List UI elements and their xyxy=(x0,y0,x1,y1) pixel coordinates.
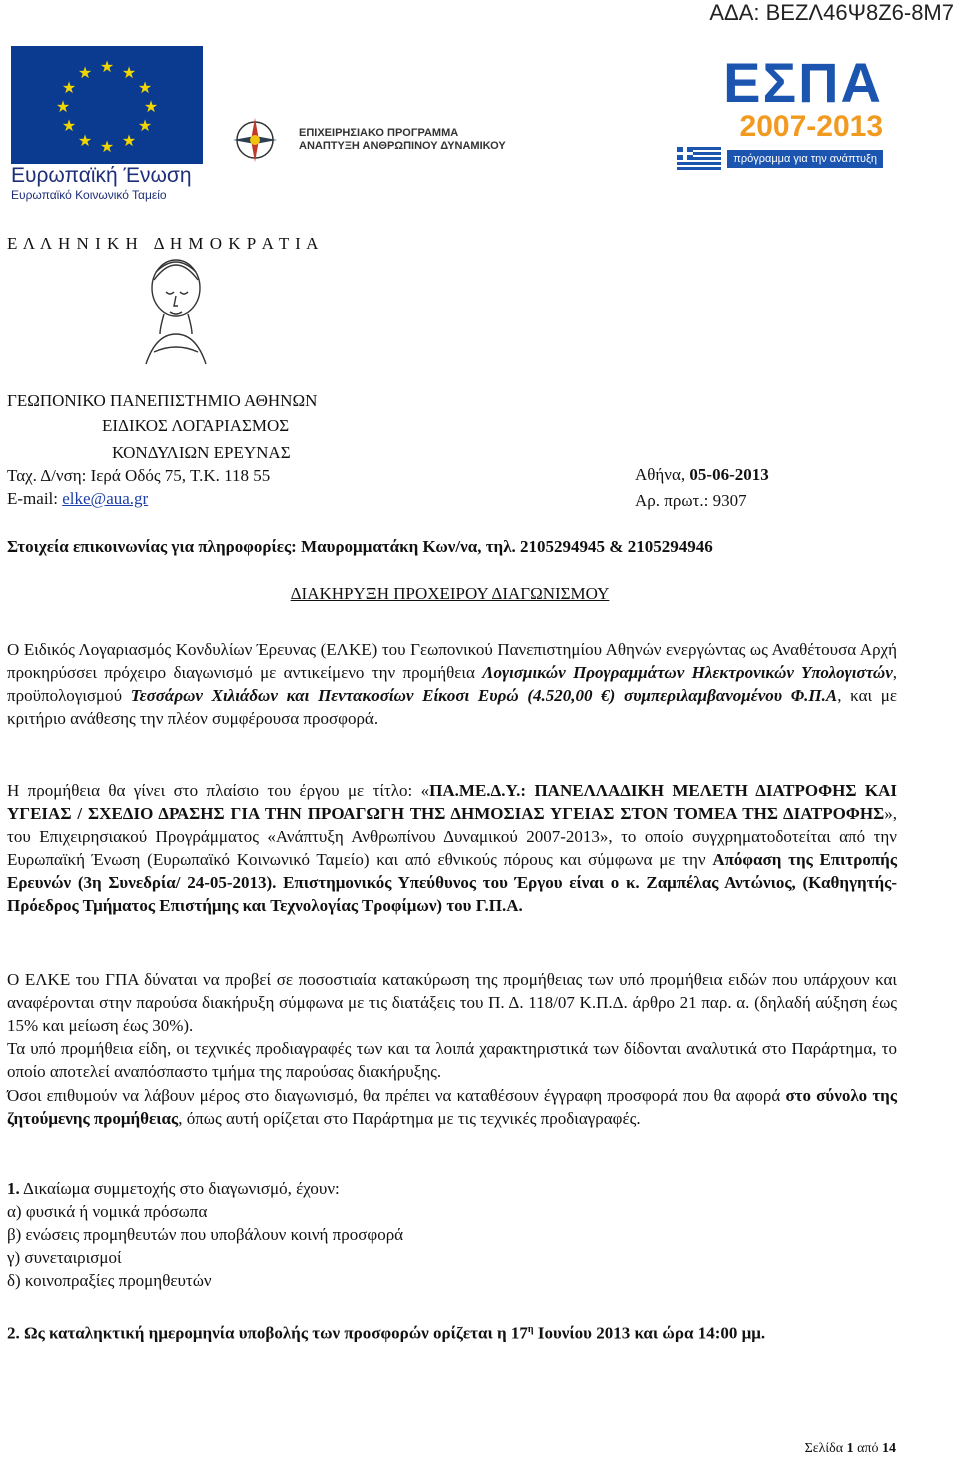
eu-logo-text: Ευρωπαϊκή Ένωση xyxy=(11,164,192,187)
svg-text:★: ★ xyxy=(137,78,153,97)
section-1-title: Δικαίωμα συμμετοχής στο διαγωνισμό, έχουν: xyxy=(19,1179,340,1198)
p2-text-a: Η προμήθεια θα γίνει στο πλαίσιο του έργου με τίτλο: « xyxy=(7,781,430,800)
date-line xyxy=(635,463,769,486)
list-item: β) ενώσεις προμηθευτών που υποβάλουν κοινή προσφορά xyxy=(7,1225,404,1244)
section-2 xyxy=(7,1318,897,1345)
date-label: Αθήνα, xyxy=(635,465,690,484)
list-item: δ) κοινοπραξίες προμηθευτών xyxy=(7,1271,212,1290)
p1-subject: Λογισμικών Προγραμμάτων Ηλεκτρονικών Υπολογιστών xyxy=(482,663,893,682)
university-emblem-icon xyxy=(130,252,222,371)
p1-text-c: , προϋπολογισμού xyxy=(7,663,898,705)
p2-project-title: ΠΑ.ΜΕ.Δ.Υ.: ΠΑΝΕΛΛΑΔΙΚΗ ΜΕΛΕΤΗ ΔΙΑΤΡΟΦΗΣ ΚΑΙ ΥΓΕΙΑΣ / ΣΧΕΔΙΟ ΔΡΑΣΗΣ ΓΙΑ ΤΗΝ ΠΡΟΑΓΩΓΗ ΤΗΣ ΔΗΜΟΣΙΑΣ ΥΓΕΙΑΣ ΣΤΟΝ ΤΟΜΕΑ ΤΗΣ ΔΙΑΤΡΟΦΗΣ xyxy=(7,781,897,823)
protocol-value: 9307 xyxy=(712,491,747,510)
section-2-text-b: Ιουνίου 2013 και ώρα 14:00 μμ. xyxy=(533,1323,766,1343)
footer-page-label: Σελίδα xyxy=(804,1441,847,1456)
ada-code: ΑΔΑ: ΒΕΖΛ46Ψ8Ζ6-8Μ7 xyxy=(709,0,954,25)
paragraph-3: Ο ΕΛΚΕ του ΓΠΑ δύναται να προβεί σε ποσοστιαία κατακύρωση της προμήθειας των υπό προμήθεια ειδών που υπάρχουν και αναφέρονται στην παρούσα διακήρυξη σύμφωνα με τις διατάξεις του Π. Δ. 118/07 Κ.Π.Δ. άρθρο 21 παρ. α. (δηλαδή αύξηση έως 15% και μείωση έως 30%). xyxy=(7,970,897,1035)
footer-of-label: από xyxy=(853,1441,882,1456)
account-line-1: ΕΙΔΙΚΟΣ ΛΟΓΑΡΙΑΣΜΟΣ xyxy=(102,416,290,435)
svg-text:★: ★ xyxy=(55,97,71,116)
section-2-text-a: 2. Ως καταληκτική ημερομηνία υποβολής των προσφορών ορίζεται η 17 xyxy=(7,1323,528,1343)
op-logo-line2: ΑΝΑΠΤΥΞΗ ΑΝΘΡΩΠΙΝΟΥ ΔΥΝΑΜΙΚΟΥ xyxy=(299,140,506,152)
eu-flag-icon xyxy=(11,46,203,164)
protocol-label: Αρ. πρωτ.: xyxy=(635,491,713,510)
contact-info: Στοιχεία επικοινωνίας για πληροφορίες: Μαυρομματάκη Κων/να, τηλ. 2105294945 & 2105294946 xyxy=(7,537,713,556)
account-line-2: ΚΟΝΔΥΛΙΩΝ ΕΡΕΥΝΑΣ xyxy=(112,443,291,462)
paragraph-2 xyxy=(7,779,897,917)
footer-page-total: 14 xyxy=(882,1441,896,1456)
address: Ταχ. Δ/νση: Ιερά Οδός 75, Τ.Κ. 118 55 xyxy=(7,466,271,485)
svg-text:★: ★ xyxy=(77,131,93,150)
espa-years: 2007-2013 xyxy=(739,110,883,143)
p2-text-c: », του Επιχειρησιακού Προγράμματος «Ανάπτυξη Ανθρωπίνου Δυναμικού 2007-2013», το οποίο συγχρηματοδοτείται από την Ευρωπαϊκή Ένωση (Ευρωπαϊκό Κοινωνικό Ταμείο) και από εθνικούς πόρους και σύμφωνα με την xyxy=(7,804,897,869)
document-title: ΔΙΑΚΗΡΥΞΗ ΠΡΟΧΕΙΡΟΥ ΔΙΑΓΩΝΙΣΜΟΥ xyxy=(290,584,610,603)
university-name: ΓΕΩΠΟΝΙΚΟ ΠΑΝΕΠΙΣΤΗΜΙΟ ΑΘΗΝΩΝ xyxy=(7,391,318,410)
section-1-number: 1. xyxy=(7,1179,20,1198)
email-label: E-mail: xyxy=(7,489,63,508)
greek-flag-icon xyxy=(677,147,721,171)
p1-text-e: , και με κριτήριο ανάθεσης την πλέον συμφέρουσα προσφορά. xyxy=(7,686,898,728)
espa-slogan: πρόγραμμα για την ανάπτυξη xyxy=(727,150,883,168)
op-logo xyxy=(215,115,506,165)
svg-text:★: ★ xyxy=(77,63,93,82)
p1-budget: Τεσσάρων Χιλιάδων και Πεντακοσίων Είκοσι Ευρώ (4.520,00 €) συμπεριλαμβανομένου Φ.Π.Α xyxy=(130,686,838,705)
svg-text:★: ★ xyxy=(143,97,159,116)
paragraph-5 xyxy=(7,1084,897,1130)
p5-text-c: , όπως αυτή ορίζεται στο Παράρτημα με τις τεχνικές προδιαγραφές. xyxy=(178,1109,641,1128)
footer-page-number: 1 xyxy=(846,1441,854,1456)
svg-text:★: ★ xyxy=(61,78,77,97)
republic-heading: Ε Λ Λ Η Ν Ι Κ Η Δ Η Μ Ο Κ Ρ Α Τ Ι Α xyxy=(7,234,320,253)
email-link[interactable]: elke@aua.gr xyxy=(62,489,149,508)
section-2-sup: η xyxy=(527,1324,534,1335)
compass-icon xyxy=(215,115,295,165)
paragraph-1 xyxy=(7,638,897,730)
svg-text:★: ★ xyxy=(121,63,137,82)
list-item: α) φυσικά ή νομικά πρόσωπα xyxy=(7,1202,208,1221)
section-1 xyxy=(7,1177,897,1292)
espa-title: ΕΣΠΑ xyxy=(723,51,883,114)
email-line xyxy=(7,487,148,510)
protocol-line xyxy=(635,489,747,512)
svg-text:★: ★ xyxy=(99,57,115,76)
paragraph-4: Τα υπό προμήθεια είδη, οι τεχνικές προδιαγραφές των και τα λοιπά χαρακτηριστικά των δίδονται αναλυτικά στο Παράρτημα, το οποίο αποτελεί αναπόσπαστο τμήμα της παρούσας διακήρυξης. xyxy=(7,1039,897,1081)
p2-decision: Απόφαση της Επιτροπής Ερευνών (3η Συνεδρία/ 24-05-2013). Επιστημονικός Υπεύθυνος του Έργου είναι ο κ. Ζαμπέλας Αντώνιος, (Καθηγητής-Πρόεδρος Τμήματος Επιστήμης και Τεχνολογίας Τροφίμων) του Γ.Π.Α. xyxy=(7,850,897,915)
svg-text:★: ★ xyxy=(137,116,153,135)
svg-text:★: ★ xyxy=(121,131,137,150)
eu-logo-subtext: Ευρωπαϊκό Κοινωνικό Ταμείο xyxy=(11,188,167,202)
svg-text:★: ★ xyxy=(61,116,77,135)
page-footer xyxy=(805,1441,896,1457)
list-item: γ) συνεταιρισμοί xyxy=(7,1248,122,1267)
op-logo-line1: ΕΠΙΧΕΙΡΗΣΙΑΚΟ ΠΡΟΓΡΑΜΜΑ xyxy=(299,127,459,139)
p1-text-a: Ο Ειδικός Λογαριασμός Κονδυλίων Έρευνας (ΕΛΚΕ) του Γεωπονικού Πανεπιστημίου Αθηνών ενεργώντας ως Αναθέτουσα Αρχή προκηρύσσει πρόχειρο διαγωνισμό με αντικείμενο την προμήθεια xyxy=(7,640,897,682)
svg-text:★: ★ xyxy=(99,137,115,156)
date-value: 05-06-2013 xyxy=(689,465,769,484)
espa-logo xyxy=(668,51,883,171)
p5-bold: στο σύνολο της ζητούμενης προμήθειας xyxy=(7,1086,897,1128)
p5-text-a: Όσοι επιθυμούν να λάβουν μέρος στο διαγωνισμό, θα πρέπει να καταθέσουν έγγραφη προσφορά που θα αφορά xyxy=(7,1086,786,1105)
